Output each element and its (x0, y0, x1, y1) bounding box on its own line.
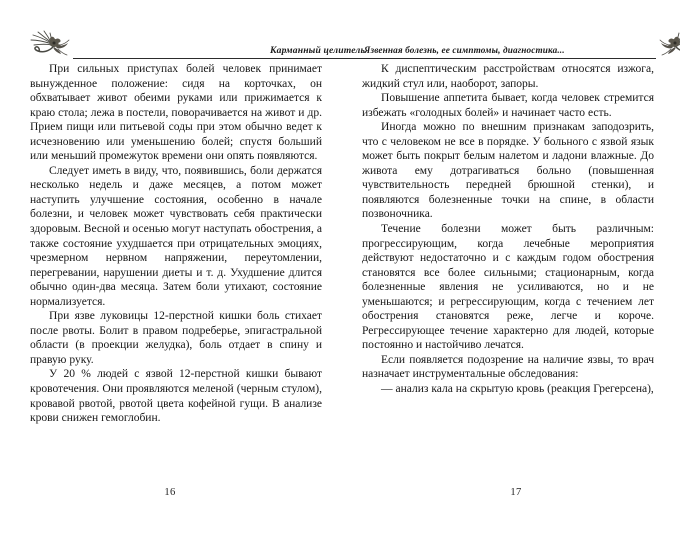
floral-ornament-icon (658, 29, 680, 59)
right-page-number: 17 (510, 487, 522, 498)
right-head-rule (362, 35, 656, 59)
right-head-row (362, 27, 680, 59)
paragraph: При сильных приступах болей человек принимает вынужденное положение: сидя на корточках, он обхватывает живот обеими руками или прижимается к краю стола; лежа в постели, поворачивается на живот и др. Прием пищи или питьевой соды при этом обычно ведет к исчезновению или уменьшению болей; спустя больший или меньший промежуток времени они опять появляются. (30, 63, 322, 163)
left-running-head (0, 27, 389, 59)
paragraph: Следует иметь в виду, что, появившись, боли держатся несколько недель и даже месяцев, а потом может наступить улучшение состояния, особенно в начале болезни, и человек может чувствовать себя практически здоровым. Весной и осенью могут наступать обострения, а также состояние ухудшается при отрицательных эмоциях, чрезмерном нервном напряжении, переутомлении, перегревании, нарушении диеты и т. д. Ухудшение длится обычно один-два месяца. Затем боли утихают, состояние нормализуется. (30, 164, 322, 308)
left-running-head-text: Карманный целитель (269, 44, 365, 56)
paragraph: К диспептическим расстройствам относятся изжога, жидкий стул или, наоборот, запоры. (362, 63, 654, 90)
right-page (340, 0, 680, 540)
left-text-column (30, 62, 322, 472)
right-running-head-text: Язвенная болезнь, ее симптомы, диагностика... (364, 45, 565, 56)
left-head-row (27, 27, 367, 59)
left-page-number: 16 (164, 487, 176, 498)
paragraph: Повышение аппетита бывает, когда человек стремится избежать «голодных болей» и начинает часто есть. (362, 92, 654, 119)
floral-ornament-icon (27, 29, 71, 59)
paragraph: У 20 % людей с язвой 12-перстной кишки бывают кровотечения. Они проявляются меленой (черным стулом), кровавой рвотой, рвотой цвета кофейной гущи. В анализе крови снижен гемоглобин. (30, 368, 322, 425)
paragraph: Течение болезни может быть различным: прогрессирующим, когда лечебные мероприятия действуют недостаточно и с каждым годом обострения становятся все более сильными; стационарным, когда болезненные явления не усиливаются, но и не уменьшаются; и регрессирующим, когда с течением лет обострения становятся реже, легче и короче. Регрессирующее течение характерно для людей, которые постоянно и настойчиво лечатся. (362, 223, 654, 352)
left-head-rule (73, 35, 367, 59)
right-text-column (362, 62, 654, 472)
paragraph: При язве луковицы 12-перстной кишки боль стихает после рвоты. Болит в правом подреберье, эпигастральной области (в проекции желудка), боль отдает в спину и правую руку. (30, 310, 322, 366)
paragraph: Если появляется подозрение на наличие язвы, то врач назначает инструментальные обследования: (362, 353, 654, 381)
list-item: — анализ кала на скрытую кровь (реакция Грегерсена), (381, 383, 654, 396)
paragraph: Иногда можно по внешним признакам заподозрить, что с человеком не все в порядке. У больного с язвой язык может быть покрыт белым налетом и ладони влажные. До живота ему дотрагиваться больно (повышенная чувствительность передней брюшной стенки), и появляются болезненные точки на спине, в области позвоночника. (362, 121, 654, 221)
right-running-head (340, 27, 680, 59)
